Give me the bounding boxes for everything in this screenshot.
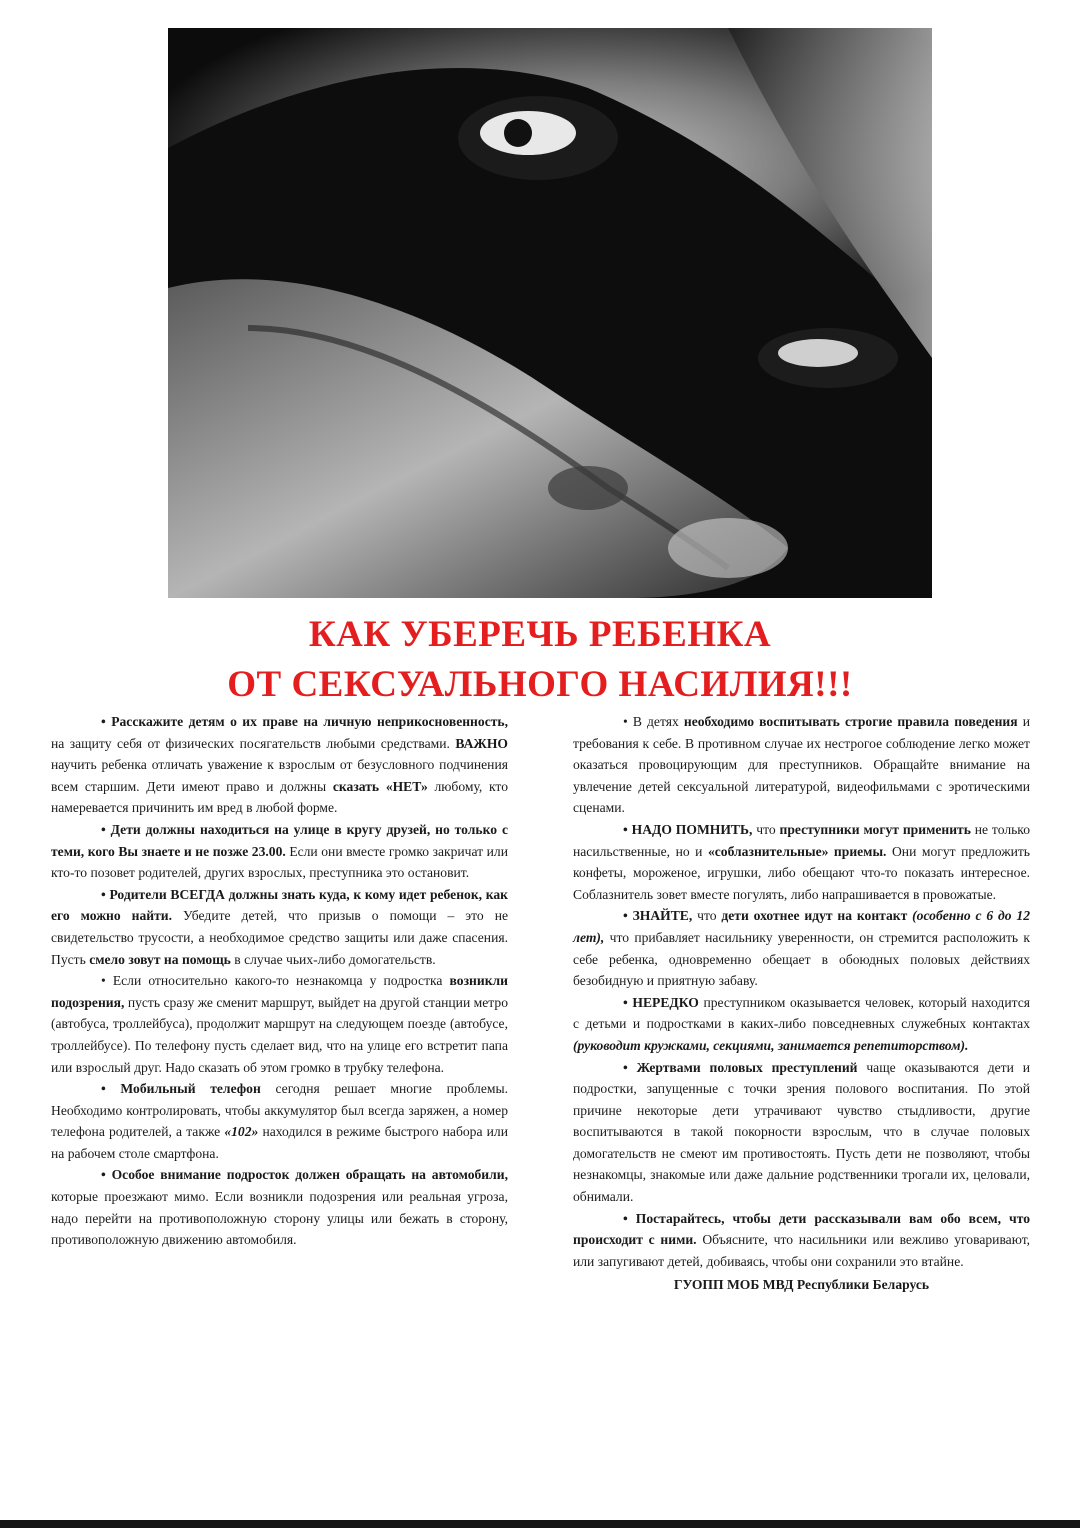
body-text: что [752, 821, 780, 837]
bold-text: • Постарайтесь, чтобы дети рассказывали вам обо всем, что происходит с ними. [573, 1210, 1030, 1248]
title-line-2: ОТ СЕКСУАЛЬНОГО НАСИЛИЯ!!! [227, 664, 853, 705]
body-text: преступником оказывается человек, который находится с детьми и подростками в каких-либо повседневных служебных контактах [573, 994, 1030, 1032]
paragraph-tell [573, 1208, 1030, 1273]
body-text: что прибавляет насильнику уверенности, он стремится расположить к себе ребенка, одновременно обещает в обоюдных половых действиях безобидную и приятную забаву. [573, 929, 1030, 989]
paragraph-phone [51, 1078, 508, 1164]
bold-text: • Мобильный телефон [101, 1081, 261, 1097]
bold-italic-text: «102» [224, 1124, 259, 1140]
body-text: Если они вместе громко закричат или кто-то позовет родителей, других взрослых, преступника это остановит. [51, 843, 508, 881]
body-text: находился в режиме быстрого набора или на рабочем столе смартфона. [51, 1124, 508, 1161]
bold-text: ВАЖНО [455, 735, 508, 751]
paragraph-often [573, 992, 1030, 1057]
paragraph-cars [51, 1164, 508, 1250]
bold-text: • Расскажите детям о их праве на личную неприкосновенность, [101, 714, 508, 729]
body-text: и требования к себе. В противном случае их нестрогое соблюдение легко может оказаться провоцирующим для преступников. Обращайте внимание на увлечение детей сексуальной литературой, видеофильмами с эротическими сценами. [573, 714, 1030, 816]
bold-text: • Жертвами половых преступлений [623, 1059, 858, 1075]
bottom-border [0, 1520, 1080, 1528]
bold-text: • Дети должны находиться на улице в кругу друзей, но только с теми, кого Вы знаете и не позже 23.00. [51, 821, 508, 859]
body-text: • В детях [623, 714, 684, 729]
paragraph-victims [573, 1057, 1030, 1208]
bold-text: • НЕРЕДКО [623, 994, 699, 1010]
bold-text: сказать «НЕТ» [332, 778, 428, 794]
body-text: в случае чьих-либо домогательств. [230, 951, 436, 967]
bold-text: возникли подозрения, [51, 973, 508, 1010]
bold-text: • Родители ВСЕГДА должны знать куда, к кому идет ребенок, как его можно найти. [51, 886, 508, 924]
paragraph-know [573, 905, 1030, 991]
body-text: не только насильственные, но и [573, 821, 1031, 859]
title-line-1: КАК УБЕРЕЧЬ РЕБЕНКА [308, 614, 772, 655]
paragraph-remember [573, 819, 1030, 905]
header-photo [168, 28, 932, 598]
signature: ГУОПП МОБ МВД Республики Беларусь [673, 1277, 930, 1293]
bold-text: • ЗНАЙТЕ, [623, 908, 693, 924]
bold-text: • Особое внимание подросток должен обращать на автомобили, [101, 1167, 508, 1183]
body-text: пусть сразу же сменит маршрут, выйдет на другой станции метро (автобуса, троллейбуса), продолжит маршрут на следующем поезде (автобусе, троллейбусе). По телефону пусть сделает вид, что на улице его встретит папа или взрослый друг. Надо сказать об этом громко в трубку телефона. [51, 994, 508, 1075]
body-text: на защиту себя от физических посягательств любыми средствами. [51, 735, 456, 751]
bold-text: дети охотнее идут на контакт [721, 908, 908, 924]
body-text: научить ребенка отличать уважение к взрослым от безусловного подчинения всем старшим. Дети имеют право и должны [51, 757, 508, 794]
paragraph-rights [51, 711, 508, 819]
paragraph-parents [51, 884, 508, 970]
body-text: которые проезжают мимо. Если возникли подозрения или реальная угроза, надо перейти на противоположную сторону улицы или бежать в сторону, противоположную движению автомобиля. [51, 1189, 508, 1248]
bold-italic-text: (руководит кружками, секциями, занимается репетиторством). [573, 1037, 969, 1053]
body-text: любому, кто намеревается причинить им вред в любой форме. [51, 778, 508, 816]
body-text: Объясните, что насильники или вежливо уговаривают, или запугивают детей, добиваясь, чтобы они сохранили это втайне. [573, 1232, 1031, 1269]
bold-text: • НАДО ПОМНИТЬ, [623, 821, 753, 837]
body-text: Убедите детей, что призыв о помощи – это не свидетельство трусости, а необходимое средство защиты или даже спасения. Пусть [51, 908, 508, 967]
body-text: • Если относительно какого-то незнакомца у подростка [101, 973, 450, 989]
left-column [51, 711, 508, 1251]
body-text: чаще оказываются дети и подростки, запущенные с точки зрения полового воспитания. По этой причине некоторые дети утрачивают чувство стыдливости, другие воспитываются в такой покорности взрослым, что в случае половых домогательств не смеют им противостоять. Пусть дети не позволяют, чтобы незнакомцы, знакомые или даже дальние родственники трогали их, целовали, обнимали. [573, 1059, 1030, 1205]
paragraph-friends [51, 819, 508, 884]
bold-italic-text: (особенно с 6 до 12 лет), [573, 908, 1030, 945]
paragraph-rules [573, 711, 1030, 819]
photo-illustration [168, 28, 932, 598]
bold-text: преступники могут применить [779, 821, 971, 837]
body-text: Они могут предложить конфеты, мороженое, игрушки, либо обещают что-то показать интересное. Соблазнитель зовет вместе погулять, либо напрашивается в провожатые. [573, 843, 1030, 902]
bold-text: «соблазнительные» приемы. [707, 843, 887, 859]
paragraph-stranger [51, 970, 508, 1078]
bold-text: смело зовут на помощь [89, 951, 231, 967]
right-column [573, 711, 1030, 1296]
body-text: что [692, 908, 722, 924]
body-text: сегодня решает многие проблемы. Необходимо контролировать, чтобы аккумулятор был всегда заряжен, а номер телефона родителей, а также [51, 1081, 508, 1140]
bold-text: необходимо воспитывать строгие правила поведения [683, 714, 1018, 729]
